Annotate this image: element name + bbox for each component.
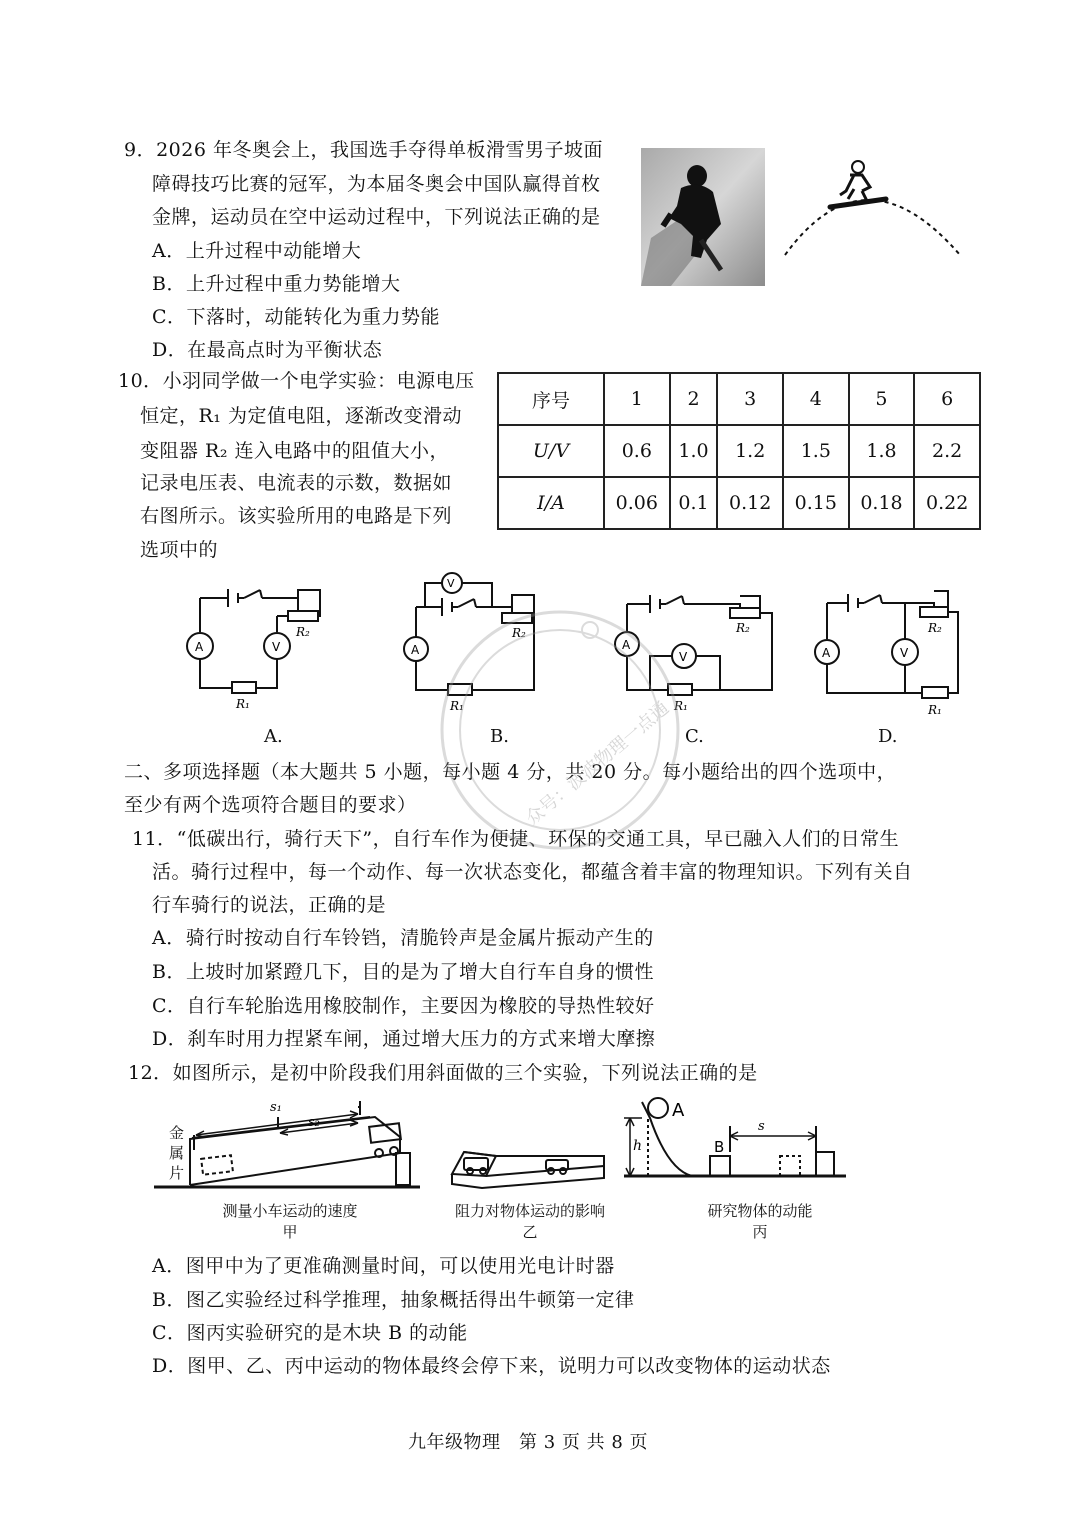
snowboard-trajectory-diagram: [770, 155, 970, 260]
q12-stem: 12．如图所示，是初中阶段我们用斜面做的三个实验，下列说法正确的是: [128, 1062, 758, 1084]
fig-jia-caption: 测量小车运动的速度: [222, 1202, 358, 1220]
ammeter-label: A: [195, 640, 204, 654]
metal-label-1: 金: [169, 1124, 185, 1142]
q10-line-3: 变阻器 R₂ 连入电路中的阻值大小，: [140, 440, 450, 462]
table-cell: I/A: [498, 477, 604, 529]
q11-line-1: 11．“低碳出行，骑行天下”，自行车作为便捷、环保的交通工具，早已融入人们的日常生: [132, 828, 900, 850]
circuit-a-diagram: [180, 578, 340, 713]
q12-option-a: A．图甲中为了更准确测量时间，可以使用光电计时器: [152, 1255, 615, 1277]
circuit-d-diagram: [810, 575, 975, 720]
ball-a-label: A: [672, 1100, 685, 1121]
snowboarder-photo: [641, 148, 765, 286]
table-cell: U/V: [498, 425, 604, 477]
r2-label: R₂: [928, 621, 942, 635]
table-cell: 3: [717, 373, 783, 425]
q9-option-b: B．上升过程中重力势能增大: [152, 273, 401, 295]
fig-bing-name: 丙: [752, 1223, 768, 1241]
fig-yi-name: 乙: [522, 1223, 538, 1241]
fig-yi-caption: 阻力对物体运动的影响: [454, 1202, 605, 1220]
table-cell: 1: [604, 373, 670, 425]
table-cell: 4: [783, 373, 849, 425]
q12-option-d: D．图甲、乙、丙中运动的物体最终会停下来，说明力可以改变物体的运动状态: [152, 1355, 831, 1377]
table-cell: 1.0: [670, 425, 718, 477]
q9-option-a: A．上升过程中动能增大: [152, 240, 362, 262]
table-cell: 2.2: [914, 425, 980, 477]
q10-line-2: 恒定，R₁ 为定值电阻，逐渐改变滑动: [140, 405, 462, 427]
q9-line-1: 9．2026 年冬奥会上，我国选手夺得单板滑雪男子坡面: [124, 139, 603, 161]
q10-line-1: 10．小羽同学做一个电学实验：电源电压: [118, 370, 475, 392]
fig-bing-kinetic-energy-diagram: [620, 1092, 850, 1187]
q12-option-c: C．图丙实验研究的是木块 B 的动能: [152, 1322, 468, 1344]
section-2-line-2: 至少有两个选项符合题目的要求）: [124, 794, 417, 816]
table-cell: 1.2: [717, 425, 783, 477]
q11-option-c: C．自行车轮胎选用橡胶制作，主要因为橡胶的导热性较好: [152, 995, 655, 1017]
table-cell: 1.5: [783, 425, 849, 477]
table-cell: 0.22: [914, 477, 980, 529]
table-cell: 5: [849, 373, 915, 425]
q11-option-a: A．骑行时按动自行车铃铛，清脆铃声是金属片振动产生的: [152, 927, 654, 949]
q9-line-3: 金牌，运动员在空中运动过程中，下列说法正确的是: [152, 206, 601, 228]
voltmeter-label: V: [900, 646, 909, 660]
table-cell: 6: [914, 373, 980, 425]
fig-bing-caption: 研究物体的动能: [707, 1202, 813, 1220]
voltmeter-label: V: [272, 640, 281, 654]
height-h-label: h: [633, 1138, 643, 1154]
s1-label: s₁: [270, 1100, 282, 1115]
r2-label: R₂: [512, 626, 526, 640]
table-cell: 0.1: [670, 477, 718, 529]
section-2-line-1: 二、多项选择题（本大题共 5 小题，每小题 4 分，共 20 分。每小题给出的四个选项中，: [124, 761, 897, 783]
metal-label-3: 片: [169, 1164, 185, 1182]
circuit-c-letter: C.: [685, 726, 704, 747]
table-cell: 0.6: [604, 425, 670, 477]
distance-s-label: s: [758, 1119, 765, 1134]
table-row: [498, 373, 980, 425]
r1-label: R₁: [928, 703, 942, 717]
circuit-d-letter: D.: [878, 726, 898, 747]
watermark-seal: [430, 600, 690, 860]
table-cell: 1.8: [849, 425, 915, 477]
circuit-a-letter: A.: [264, 726, 283, 747]
q10-data-table: [497, 372, 981, 530]
q11-line-2: 活。骑行过程中，每一个动作、每一次状态变化，都蕴含着丰富的物理知识。下列有关自: [152, 861, 913, 883]
voltmeter-label: V: [679, 650, 688, 664]
q11-option-b: B．上坡时加紧蹬几下，目的是为了增大自行车自身的惯性: [152, 961, 654, 983]
r1-label: R₁: [674, 699, 688, 713]
r1-label: R₁: [236, 697, 250, 711]
page-footer: 九年级物理 第 3 页 共 8 页: [408, 1432, 649, 1453]
ammeter-label: A: [822, 646, 831, 660]
block-b-label: B: [714, 1138, 725, 1156]
r2-label: R₂: [296, 625, 310, 639]
q10-line-5: 右图所示。该实验所用的电路是下列: [140, 505, 453, 527]
table-cell: 0.15: [783, 477, 849, 529]
q11-line-3: 行车骑行的说法，正确的是: [152, 894, 387, 916]
q10-line-6: 选项中的: [140, 539, 219, 561]
metal-label-2: 属: [169, 1144, 185, 1162]
watermark-text: 众号：波波物理一点通: [521, 697, 674, 830]
fig-jia-incline-diagram: [150, 1095, 425, 1195]
table-cell: 0.12: [717, 477, 783, 529]
q9-option-c: C．下落时，动能转化为重力势能: [152, 306, 441, 328]
s2-label: s₂: [308, 1115, 320, 1130]
table-cell: 2: [670, 373, 718, 425]
q11-option-d: D．刹车时用力捏紧车闸，通过增大压力的方式来增大摩擦: [152, 1028, 656, 1050]
voltmeter-label: V: [447, 577, 455, 590]
q9-line-2: 障碍技巧比赛的冠军，为本届冬奥会中国队赢得首枚: [152, 173, 601, 195]
ammeter-label: A: [411, 643, 420, 657]
fig-jia-name: 甲: [282, 1223, 298, 1241]
q10-line-4: 记录电压表、电流表的示数，数据如: [140, 472, 453, 494]
table-row: [498, 425, 980, 477]
q9-option-d: D．在最高点时为平衡状态: [152, 339, 383, 361]
table-cell: 序号: [498, 373, 604, 425]
r2-label: R₂: [736, 621, 750, 635]
q12-option-b: B．图乙实验经过科学推理，抽象概括得出牛顿第一定律: [152, 1289, 635, 1311]
ammeter-label: A: [622, 638, 631, 652]
table-cell: 0.18: [849, 477, 915, 529]
circuit-b-letter: B.: [490, 726, 509, 747]
table-cell: 0.06: [604, 477, 670, 529]
fig-yi-friction-diagram: [448, 1138, 610, 1194]
r1-label: R₁: [450, 699, 464, 713]
table-row: [498, 477, 980, 529]
